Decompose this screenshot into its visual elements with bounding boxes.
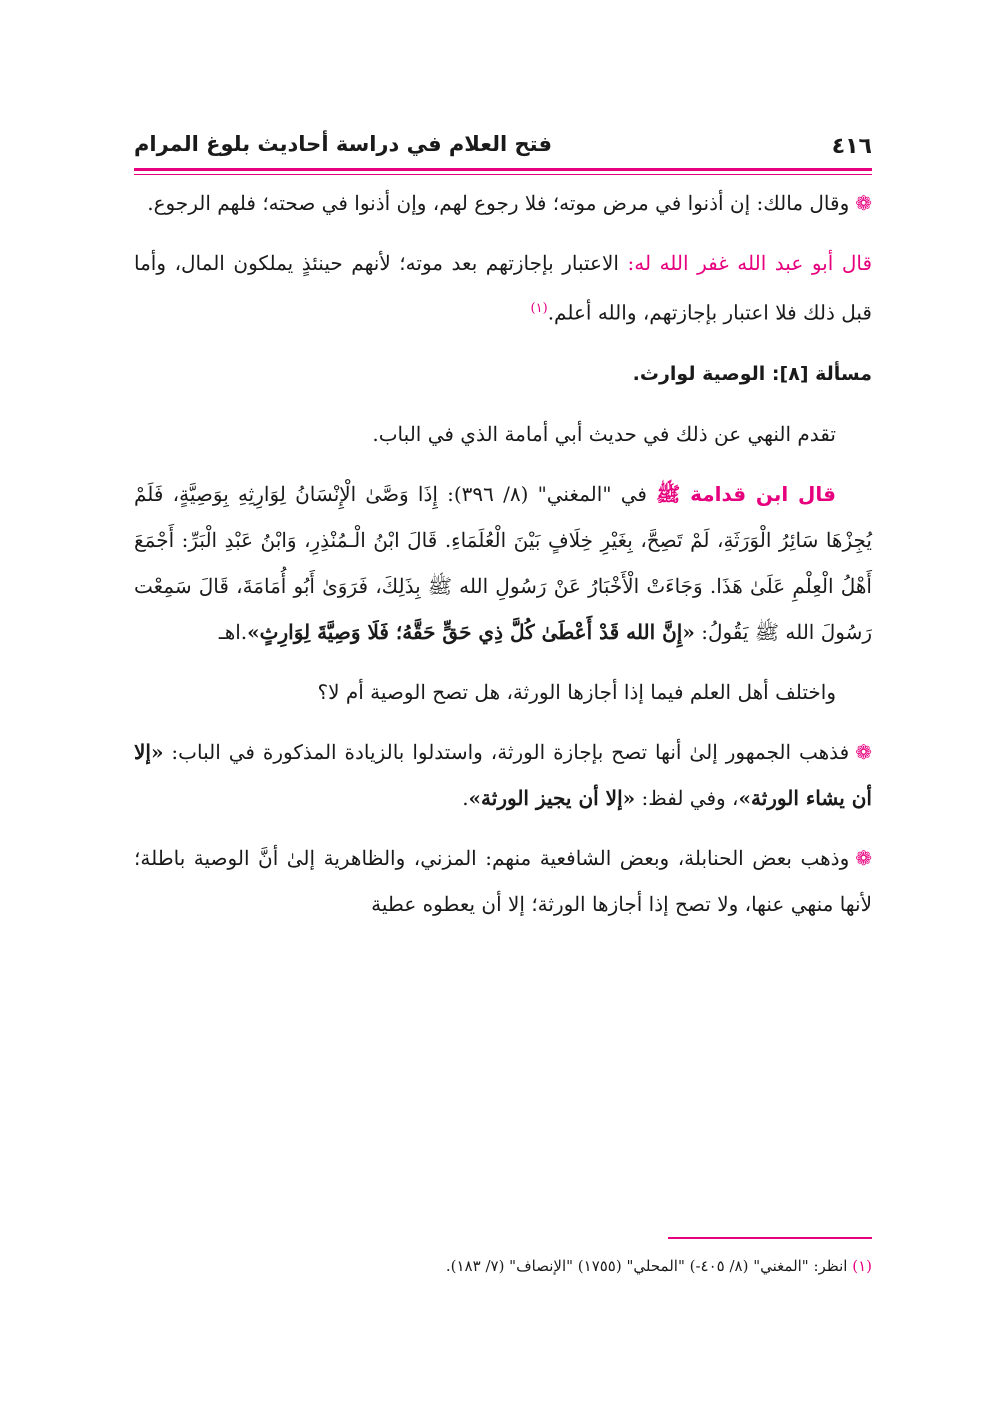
masala-heading <box>134 350 872 397</box>
paragraph-disagreement <box>134 669 872 715</box>
footnote-text: انظر: "المغني" (٨/ ٤٠٥-) "المحلي" (١٧٥٥) "الإنصاف" (٧/ ١٨٣). <box>445 1257 853 1275</box>
footnote-number: (١) <box>852 1257 872 1275</box>
hadith-quote: «إلا أن يجيز الورثة» <box>468 785 636 810</box>
flower-icon: ❁ <box>855 739 872 764</box>
paragraph-text: وذهب بعض الحنابلة، وبعض الشافعية منهم: المزني، والظاهرية إلىٰ أنَّ الوصية باطلة؛ لأنها منهي عنها، ولا تصح إذا أجازها الورثة؛ إلا أن يعطوه عطية <box>134 845 872 916</box>
author-lead: قال أبو عبد الله غفر الله له: <box>627 251 873 275</box>
paragraph-text: فذهب الجمهور إلىٰ أنها تصح بإجازة الورثة، واستدلوا بالزيادة المذكورة في الباب: <box>163 739 850 764</box>
paragraph-text: تقدم النهي عن ذلك في حديث أبي أمامة الذي في الباب. <box>372 421 836 446</box>
paragraph-text: الاعتبار بإجازتهم بعد موته؛ لأنهم حينئذٍ يملكون المال، وأما قبل ذلك فلا اعتبار بإجازتهم، والله أعلم. <box>134 251 872 325</box>
footnote <box>134 1254 872 1278</box>
paragraph-end: .اهـ <box>218 619 248 644</box>
header-rule-thin <box>134 174 872 175</box>
paragraph-text: وقال مالك: إن أذنوا في مرض موته؛ فلا رجوع لهم، وإن أذنوا في صحته؛ فلهم الرجوع. <box>147 191 850 215</box>
page-body <box>134 180 872 941</box>
hadith-quote: «إلا أن يشاء الورثة» <box>134 739 872 810</box>
footnote-separator <box>668 1237 872 1239</box>
paragraph-text: في "المغني" (٨/ ٣٩٦): إِذَا وَصَّىٰ الْإِنْسَانُ لِوَارِثِهِ بِوَصِيَّةٍ، فَلَمْ يُجِزْهَا سَائِرُ الْوَرَثَةِ، لَمْ تَصِحَّ، بِغَيْرِ خِلَافٍ بَيْنَ الْعُلَمَاءِ. قَالَ ابْنُ الْـمُنْذِرِ، وَابْنُ عَبْدِ الْبَرِّ: أَجْمَعَ أَهْلُ الْعِلْمِ عَلَىٰ هَذَا. وَجَاءَتْ الْأَخْبَارُ عَنْ رَسُولِ الله ﷺ بِذَلِكَ، فَرَوَىٰ أَبُو أُمَامَةَ، قَالَ سَمِعْت رَسُولَ الله ﷺ يَقُولُ: <box>134 481 872 644</box>
flower-icon: ❁ <box>855 845 872 870</box>
paragraph-prior-mention <box>134 411 872 457</box>
paragraph-hanabila <box>134 835 872 927</box>
paragraph-author-opinion <box>134 240 872 336</box>
paragraph-malik <box>134 180 872 226</box>
page-number: ٤١٦ <box>831 134 872 159</box>
book-title: فتح العلام في دراسة أحاديث بلوغ المرام <box>134 132 552 156</box>
header-rule-thick <box>134 168 872 171</box>
paragraph-ibn-qudama <box>134 471 872 655</box>
paragraph-text: ، وفي لفظ: <box>635 785 739 810</box>
page-header <box>134 126 872 166</box>
masala-label: مسألة [٨]: <box>771 362 872 385</box>
paragraph-majority <box>134 729 872 821</box>
masala-title: الوصية لوارث. <box>632 362 772 385</box>
paragraph-text: واختلف أهل العلم فيما إذا أجازها الورثة، هل تصح الوصية أم لا؟ <box>317 679 836 704</box>
paragraph-end: . <box>462 785 469 810</box>
hadith-quote: «إِنَّ الله قَدْ أَعْطَىٰ كُلَّ ذِي حَقٍّ حَقَّهُ؛ فَلَا وَصِيَّةَ لِوَارِثٍ» <box>247 619 695 644</box>
footnote-marker[interactable]: (١) <box>530 301 548 316</box>
flower-icon: ❁ <box>855 191 872 215</box>
ibn-qudama-lead: قال ابن قدامة ﷺ <box>656 481 837 506</box>
